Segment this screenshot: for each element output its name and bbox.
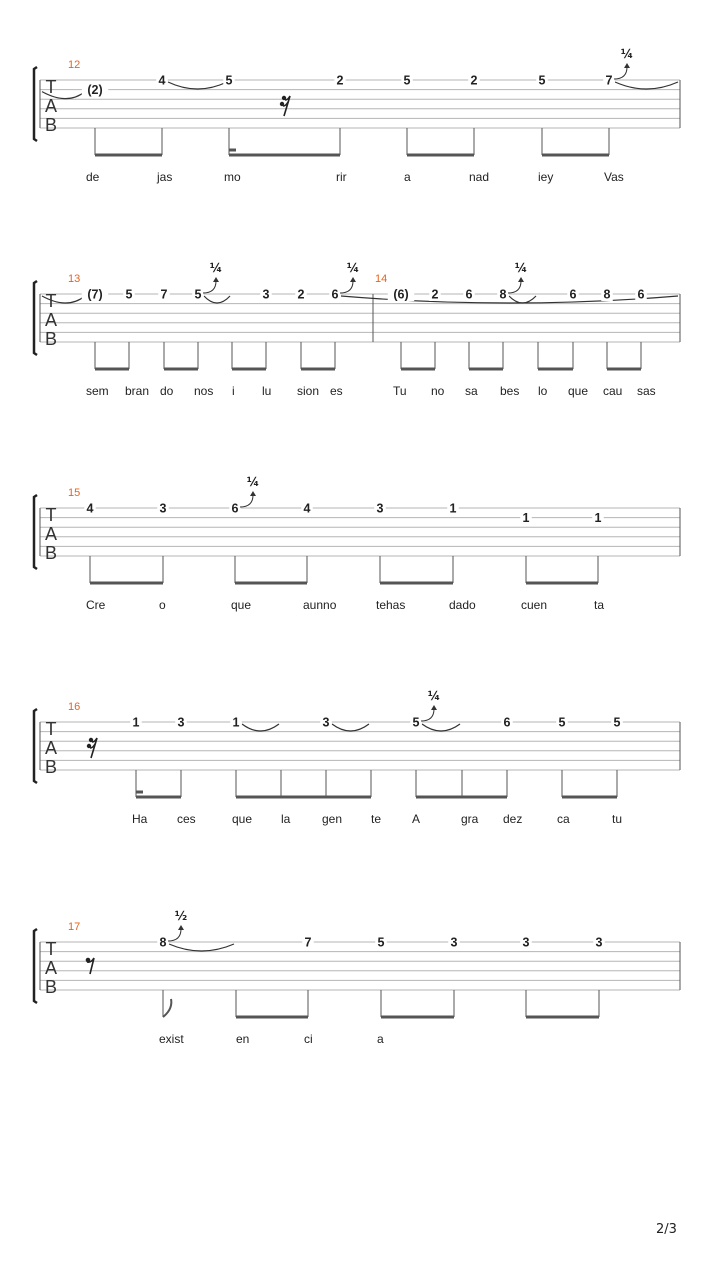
fret-number: 5	[125, 287, 133, 302]
bend-curve	[203, 281, 216, 293]
tab-system	[34, 475, 680, 612]
lyric-syllable: sas	[637, 384, 656, 398]
tab-clef-letter: T	[45, 77, 57, 97]
tie-arc	[332, 724, 369, 731]
lyric-syllable: Tu	[393, 384, 407, 398]
bend-curve	[508, 281, 521, 293]
lyric-syllable: o	[159, 598, 166, 612]
fret-number: 6	[637, 287, 645, 302]
fret-number: 2	[297, 287, 305, 302]
lyric-syllable: iey	[538, 170, 554, 184]
lyric-syllable: sem	[86, 384, 109, 398]
lyric-syllable: que	[231, 598, 252, 612]
lyric-syllable: a	[404, 170, 411, 184]
tab-clef-letter: B	[44, 543, 58, 563]
lyric-syllable: sa	[465, 384, 478, 398]
page-number: 2/3	[656, 1222, 677, 1237]
bend-curve	[614, 67, 627, 79]
fret-number: 2	[336, 73, 344, 88]
bend-arrowhead	[431, 705, 437, 710]
tab-clef-letter: B	[44, 977, 58, 997]
lyric-syllable: nos	[194, 384, 214, 398]
lyric-syllable: i	[232, 384, 235, 398]
fret-number: 5	[538, 73, 546, 88]
lyric-syllable: no	[431, 384, 445, 398]
tab-clef-letter: T	[45, 719, 57, 739]
fret-number: 3	[322, 715, 330, 730]
lyric-syllable: nad	[469, 170, 490, 184]
lyric-syllable: sion	[297, 384, 320, 398]
tab-clef-letter: T	[45, 291, 57, 311]
fret-number: 1	[522, 511, 530, 526]
fret-number: 3	[450, 935, 458, 950]
tab-clef-letter: B	[44, 115, 58, 135]
tie-arc	[169, 944, 234, 951]
measure-number: 16	[68, 701, 81, 713]
tie-arc	[615, 82, 678, 89]
tab-clef-letter: A	[44, 738, 58, 758]
lyric-syllable: mo	[224, 170, 241, 184]
fret-number: 3	[595, 935, 603, 950]
tab-clef-letter: B	[44, 329, 58, 349]
lyric-syllable: bes	[500, 384, 520, 398]
fret-number: 2	[470, 73, 478, 88]
fret-number: 6	[503, 715, 511, 730]
lyric-syllable: ces	[177, 812, 196, 826]
lyric-syllable: es	[330, 384, 343, 398]
lyric-syllable: ci	[304, 1032, 313, 1046]
tab-clef-letter: A	[44, 310, 58, 330]
bend-curve	[240, 495, 253, 507]
lyric-syllable: cau	[603, 384, 623, 398]
lyric-syllable: tu	[612, 812, 623, 826]
lyric-syllable: rir	[336, 170, 347, 184]
fret-number: 3	[177, 715, 185, 730]
lyric-syllable: gen	[322, 812, 343, 826]
lyric-syllable: aunno	[303, 598, 337, 612]
system-bracket	[34, 709, 37, 783]
lyric-syllable: Vas	[604, 170, 624, 184]
fret-number: 5	[225, 73, 233, 88]
lyric-syllable: dez	[503, 812, 523, 826]
measure-number: 14	[375, 273, 388, 285]
bend-arrowhead	[624, 63, 630, 68]
bend-arrowhead	[178, 925, 184, 930]
tab-clef-letter: A	[44, 96, 58, 116]
fret-number: 8	[499, 287, 507, 302]
lyric-syllable: gra	[461, 812, 479, 826]
bend-amount: ¼	[620, 47, 634, 61]
fret-number: (6)	[393, 287, 409, 302]
lyric-syllable: Cre	[86, 598, 106, 612]
fret-number: 5	[558, 715, 566, 730]
lyric-syllable: te	[371, 812, 382, 826]
tie-arc	[242, 724, 279, 731]
bend-curve	[168, 929, 181, 941]
lyric-syllable: la	[281, 812, 291, 826]
bend-arrowhead	[213, 277, 219, 282]
fret-number: 1	[594, 511, 602, 526]
fret-number: 7	[605, 73, 613, 88]
tie-arc	[204, 296, 230, 303]
lyric-syllable: jas	[157, 170, 173, 184]
tab-clef-letter: B	[44, 757, 58, 777]
lyric-syllable: cuen	[521, 598, 548, 612]
tie-arc	[422, 724, 460, 731]
fret-number: 7	[160, 287, 168, 302]
lyric-syllable: tehas	[376, 598, 406, 612]
fret-number: 4	[86, 501, 94, 516]
lyric-syllable: ta	[594, 598, 605, 612]
system-bracket	[34, 281, 37, 355]
lyric-syllable: que	[232, 812, 253, 826]
bend-curve	[340, 281, 353, 293]
bend-amount: ¼	[427, 689, 441, 703]
lyric-syllable: de	[86, 170, 100, 184]
fret-number: 3	[262, 287, 270, 302]
fret-number: 1	[132, 715, 140, 730]
system-bracket	[34, 67, 37, 141]
tab-system	[34, 909, 680, 1046]
fret-number: 7	[304, 935, 312, 950]
lyric-syllable: dado	[449, 598, 476, 612]
lyric-syllable: que	[568, 384, 589, 398]
lyric-syllable: a	[377, 1032, 384, 1046]
fret-number: 3	[159, 501, 167, 516]
fret-number: 6	[331, 287, 339, 302]
lyric-syllable: lu	[262, 384, 272, 398]
bend-amount: ½	[174, 909, 188, 923]
lyric-syllable: lo	[538, 384, 548, 398]
fret-number: 8	[603, 287, 611, 302]
system-bracket	[34, 495, 37, 569]
lyric-syllable: en	[236, 1032, 250, 1046]
fret-number: 8	[159, 935, 167, 950]
fret-number: (2)	[87, 83, 103, 98]
bend-arrowhead	[350, 277, 356, 282]
tab-clef-letter: A	[44, 958, 58, 978]
fret-number: 5	[412, 715, 420, 730]
measure-number: 15	[68, 487, 81, 499]
fret-number: 1	[232, 715, 240, 730]
bend-amount: ¼	[346, 261, 360, 275]
lyric-syllable: bran	[125, 384, 150, 398]
lyric-syllable: ca	[557, 812, 570, 826]
lyric-syllable: Ha	[132, 812, 148, 826]
bend-curve	[421, 709, 434, 721]
note-flag	[163, 999, 171, 1017]
bend-amount: ¼	[246, 475, 260, 489]
lyric-syllable: do	[160, 384, 174, 398]
tie-arc	[168, 82, 227, 89]
fret-number: 4	[303, 501, 311, 516]
eighth-rest	[86, 958, 94, 974]
tab-system	[34, 689, 680, 826]
fret-number: 6	[569, 287, 577, 302]
bend-amount: ¼	[514, 261, 528, 275]
bend-arrowhead	[518, 277, 524, 282]
tab-system	[34, 47, 680, 184]
measure-number: 12	[68, 59, 81, 71]
fret-number: 5	[194, 287, 202, 302]
measure-number: 17	[68, 921, 81, 933]
fret-number: (7)	[87, 287, 103, 302]
lyric-syllable: exist	[159, 1032, 184, 1046]
fret-number: 6	[231, 501, 239, 516]
system-bracket	[34, 929, 37, 1003]
bend-amount: ¼	[209, 261, 223, 275]
fret-number: 5	[377, 935, 385, 950]
fret-number: 5	[403, 73, 411, 88]
fret-number: 5	[613, 715, 621, 730]
tab-clef-letter: T	[45, 939, 57, 959]
tab-clef-letter: A	[44, 524, 58, 544]
fret-number: 2	[431, 287, 439, 302]
lyric-syllable: A	[412, 812, 421, 826]
fret-number: 3	[376, 501, 384, 516]
tab-clef-letter: T	[45, 505, 57, 525]
fret-number: 1	[449, 501, 457, 516]
fret-number: 3	[522, 935, 530, 950]
tab-system	[34, 261, 680, 398]
fret-number: 6	[465, 287, 473, 302]
measure-number: 13	[68, 273, 81, 285]
fret-number: 4	[158, 73, 166, 88]
tie-arc	[509, 296, 536, 303]
bend-arrowhead	[250, 491, 256, 496]
